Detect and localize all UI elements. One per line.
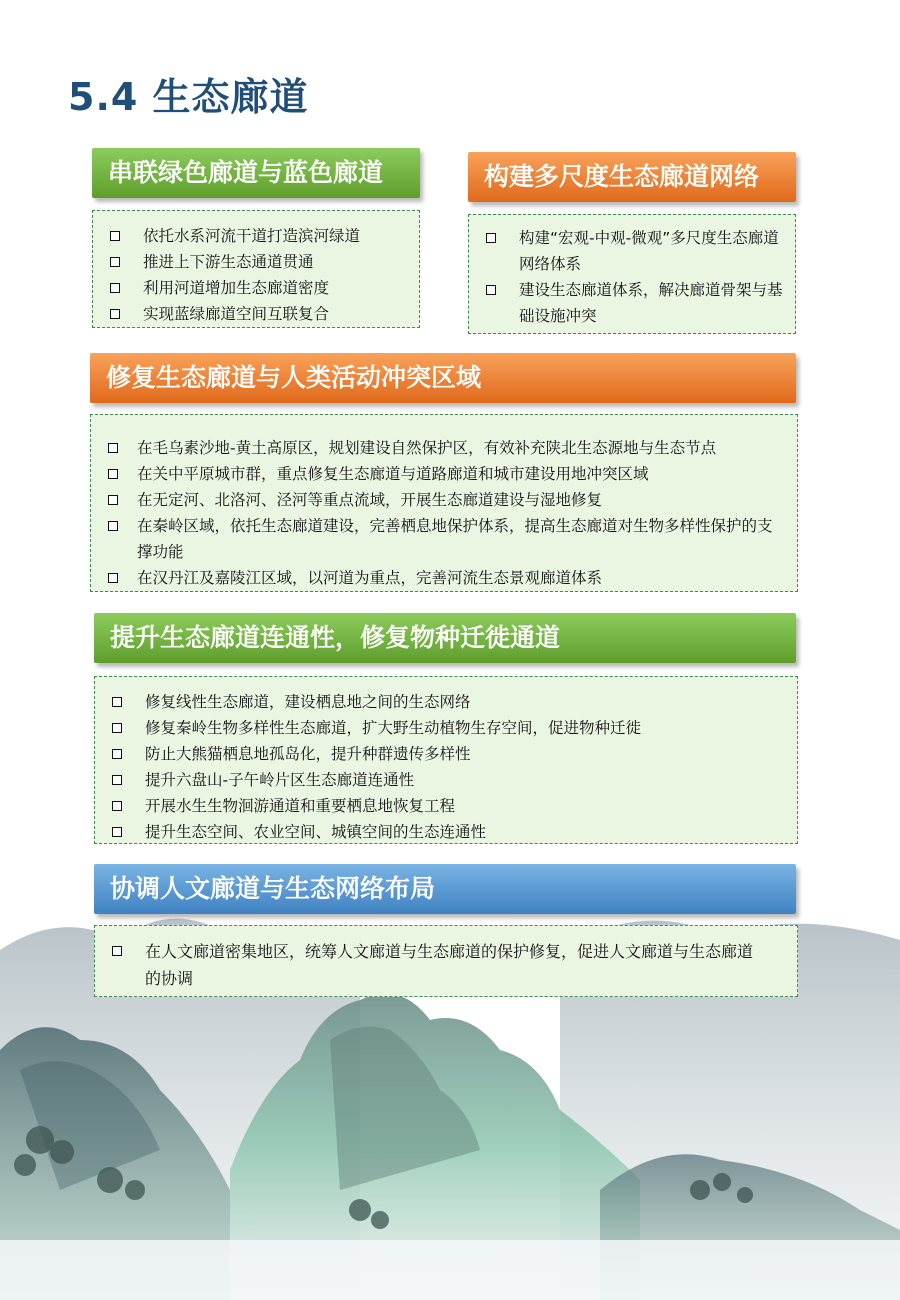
list-item: 提升六盘山-子午岭片区生态廊道连通性: [95, 767, 797, 793]
checkbox-bullet-icon: [112, 827, 122, 837]
list-item: 利用河道增加生态廊道密度: [93, 275, 419, 301]
checkbox-bullet-icon: [110, 283, 120, 293]
list-item: 在毛乌素沙地-黄土高原区，规划建设自然保护区，有效补充陕北生态源地与生态节点: [91, 435, 783, 461]
checkbox-bullet-icon: [112, 946, 122, 956]
section-box-cultural-corridor: [94, 925, 798, 997]
list-item: 实现蓝绿廊道空间互联复合: [93, 301, 419, 327]
list-item: 建设生态廊道体系，解决廊道骨架与基础设施冲突: [469, 277, 783, 329]
checkbox-bullet-icon: [108, 495, 118, 505]
section-heading-cultural-corridor: 协调人文廊道与生态网络布局: [94, 864, 796, 914]
list-item: 防止大熊猫栖息地孤岛化，提升种群遗传多样性: [95, 741, 797, 767]
checkbox-bullet-icon: [108, 469, 118, 479]
list-item: 在汉丹江及嘉陵江区域，以河道为重点，完善河流生态景观廊道体系: [91, 565, 783, 591]
section-heading-connectivity: 提升生态廊道连通性，修复物种迁徙通道: [94, 613, 796, 663]
list-item: 修复秦岭生物多样性生态廊道，扩大野生动植物生存空间，促进物种迁徙: [95, 715, 797, 741]
page-title: 5.4 生态廊道: [68, 75, 309, 119]
section-heading-blue-green-corridor: 串联绿色廊道与蓝色廊道: [92, 148, 420, 198]
checkbox-bullet-icon: [110, 257, 120, 267]
list-item: 在无定河、北洛河、泾河等重点流域，开展生态廊道建设与湿地修复: [91, 487, 783, 513]
checkbox-bullet-icon: [112, 749, 122, 759]
list-item: 在秦岭区域，依托生态廊道建设，完善栖息地保护体系，提高生态廊道对生物多样性保护的支撑功能: [91, 513, 783, 565]
list-item: 在人文廊道密集地区，统筹人文廊道与生态廊道的保护修复，促进人文廊道与生态廊道的协调: [95, 938, 767, 992]
checkbox-bullet-icon: [112, 801, 122, 811]
checkbox-bullet-icon: [486, 233, 496, 243]
section-heading-multiscale-network: 构建多尺度生态廊道网络: [468, 152, 796, 202]
section-box-conflict-areas: [90, 414, 798, 592]
list-item: 依托水系河流干道打造滨河绿道: [93, 223, 419, 249]
checkbox-bullet-icon: [486, 285, 496, 295]
checkbox-bullet-icon: [108, 573, 118, 583]
list-item: 修复线性生态廊道，建设栖息地之间的生态网络: [95, 689, 797, 715]
checkbox-bullet-icon: [112, 697, 122, 707]
list-item: 开展水生生物洄游通道和重要栖息地恢复工程: [95, 793, 797, 819]
section-box-multiscale-network: [468, 214, 796, 334]
checkbox-bullet-icon: [108, 521, 118, 531]
list-item: 在关中平原城市群，重点修复生态廊道与道路廊道和城市建设用地冲突区域: [91, 461, 783, 487]
checkbox-bullet-icon: [108, 443, 118, 453]
checkbox-bullet-icon: [110, 309, 120, 319]
list-item: 推进上下游生态通道贯通: [93, 249, 419, 275]
list-item: 提升生态空间、农业空间、城镇空间的生态连通性: [95, 819, 797, 845]
checkbox-bullet-icon: [112, 775, 122, 785]
checkbox-bullet-icon: [112, 723, 122, 733]
section-box-blue-green-corridor: [92, 210, 420, 328]
section-box-connectivity: [94, 676, 798, 844]
checkbox-bullet-icon: [110, 231, 120, 241]
list-item: 构建“宏观-中观-微观”多尺度生态廊道网络体系: [469, 225, 783, 277]
section-heading-conflict-areas: 修复生态廊道与人类活动冲突区域: [90, 353, 796, 403]
